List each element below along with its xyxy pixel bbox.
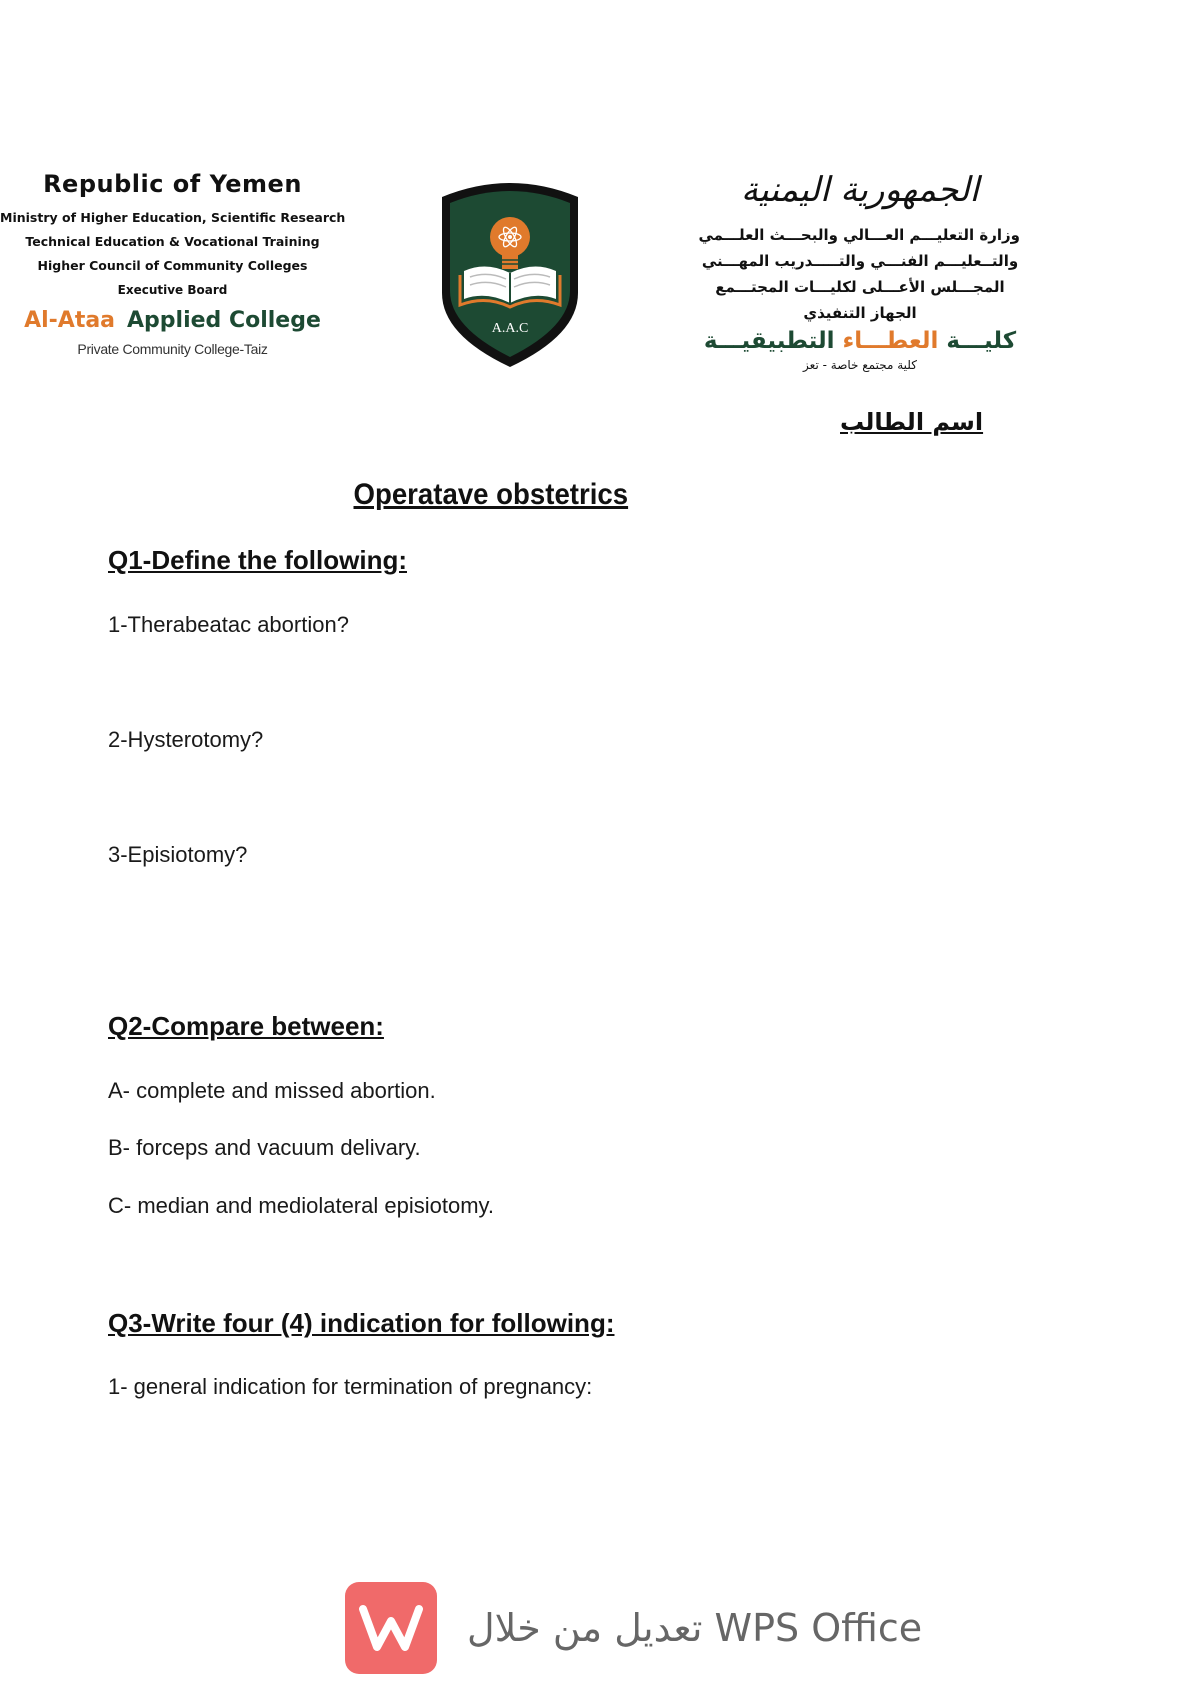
shield-icon [430, 175, 590, 370]
q2-item: B- forceps and vacuum delivary. [108, 1135, 421, 1160]
q3-heading: Q3-Write four (4) indication for following: [108, 1308, 615, 1338]
q1-item: 1-Therabeatac abortion? [108, 612, 349, 637]
exam-title: Operatave obstetrics [353, 478, 629, 511]
q3-item: 1- general indication for termination of pregnancy: [108, 1374, 593, 1399]
logo-initials: A.A.C [491, 321, 529, 336]
college-name-ar-word3: التطبيقيـــة [703, 328, 835, 354]
college-name-en [0, 308, 345, 333]
wps-logo-icon [345, 1582, 437, 1674]
college-name-ar [700, 326, 1020, 356]
college-name-ar-word1: كليـــة [946, 328, 1017, 354]
header-english [0, 170, 345, 357]
q2-heading: Q2-Compare between: [108, 1011, 384, 1041]
college-subtitle-en: Private Community College-Taiz [77, 341, 268, 357]
country-name-ar: الجمهورية اليمنية [740, 170, 980, 210]
q2-item: C- median and mediolateral episiotomy. [108, 1193, 494, 1218]
technical-education-line-ar: والتــعليـــم الفنـــي والتـــــدريب المهـــني [701, 252, 1019, 270]
q1-item: 3-Episiotomy? [108, 842, 248, 867]
ministry-line: Ministry of Higher Education, Scientific Research [0, 210, 346, 225]
q1-item: 2-Hysterotomy? [108, 727, 264, 752]
student-name-label: اسم الطالب [840, 408, 984, 436]
technical-education-line: Technical Education & Vocational Training [25, 234, 320, 249]
college-name-part1: Al-Ataa [24, 308, 116, 333]
higher-council-line: Higher Council of Community Colleges [37, 258, 308, 273]
higher-council-line-ar: المجـــلس الأعـــلى لكليـــات المجتـــمع [715, 278, 1005, 296]
header-arabic [700, 168, 1020, 374]
executive-board-line-ar: الجهاز التنفيذي [803, 304, 917, 322]
college-subtitle-ar: كلية مجتمع خاصة - تعز [803, 358, 917, 372]
executive-board-line: Executive Board [117, 283, 228, 297]
q1-heading: Q1-Define the following: [108, 545, 407, 575]
q2-item: A- complete and missed abortion. [108, 1078, 436, 1103]
country-name: Republic of Yemen [43, 170, 302, 198]
college-logo [430, 175, 590, 370]
ministry-line-ar: وزارة التعليـــم العـــالي والبحـــث العلـــمي [698, 226, 1020, 244]
wps-watermark [345, 1582, 923, 1674]
college-name-part2: Applied College [127, 308, 321, 333]
college-name-ar-word2: العطـــاء [842, 328, 939, 354]
wps-watermark-text: تعديل من خلال WPS Office [467, 1606, 923, 1650]
